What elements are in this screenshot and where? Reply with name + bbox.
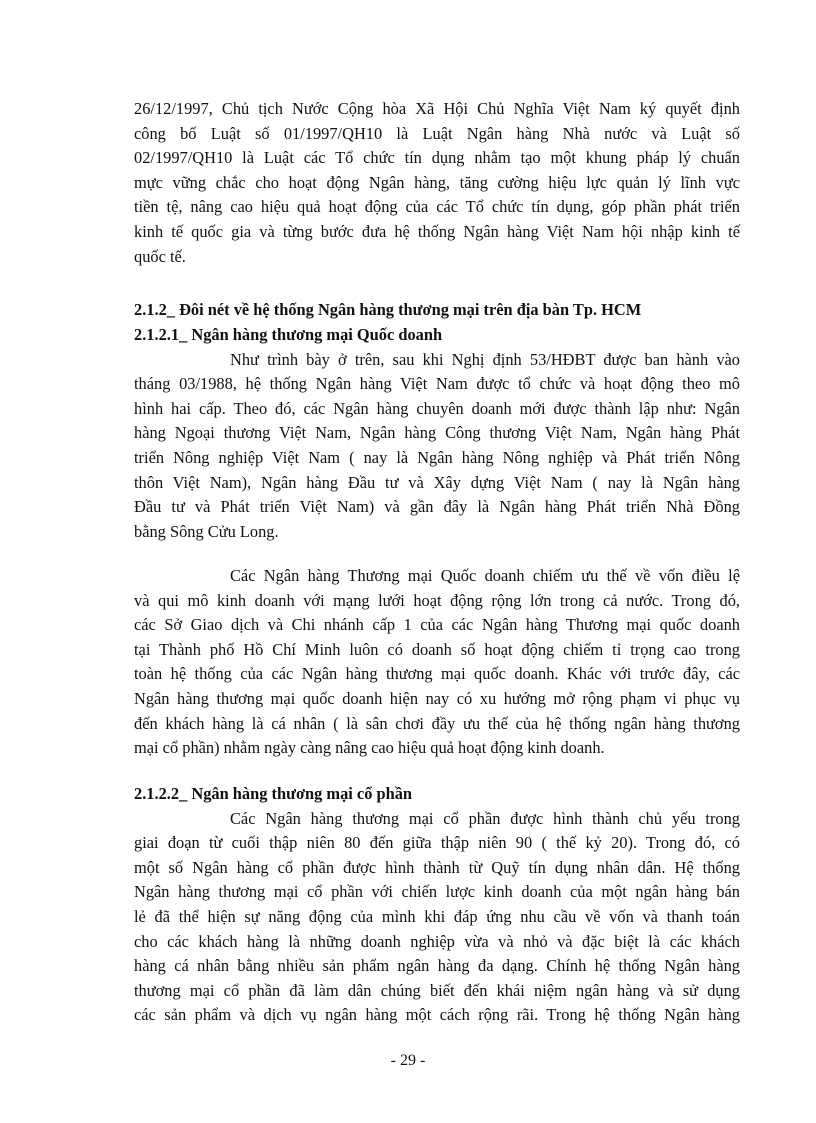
paragraph-line: Ngân hàng thương mại cổ phần với chiến lược kinh doanh của một ngân hàng bán xyxy=(134,882,740,902)
intro-line: 02/1997/QH10 là Luật các Tổ chức tín dụng nhằm tạo một khung pháp lý chuẩn xyxy=(134,148,740,168)
paragraph-line: các sản phẩm và dịch vụ ngân hàng một cách rộng rãi. Trong hệ thống Ngân hàng xyxy=(134,1005,740,1025)
paragraph-line: tháng 03/1988, hệ thống Ngân hàng Việt Nam được tổ chức và hoạt động theo mô xyxy=(134,374,740,394)
intro-line: mực vững chắc cho hoạt động Ngân hàng, tăng cường hiệu lực quản lý lĩnh vực xyxy=(134,172,740,192)
section-2121 xyxy=(134,323,740,544)
intro-paragraph xyxy=(134,97,740,269)
paragraph-line: bằng Sông Cửu Long. xyxy=(134,521,279,541)
paragraph-line: triển Nông nghiệp Việt Nam ( nay là Ngân hàng Nông nghiệp và Phát triển Nông xyxy=(134,447,740,467)
paragraph xyxy=(134,564,740,761)
section-2122 xyxy=(134,782,740,1028)
paragraph-line: tại Thành phố Hồ Chí Minh luôn có doanh số hoạt động chiếm tỉ trọng cao trong xyxy=(134,639,740,659)
paragraph-line: mại cổ phần) nhằm ngày càng nâng cao hiệu quả hoạt động kinh doanh. xyxy=(134,738,605,758)
subsection-heading: 2.1.2.2_ Ngân hàng thương mại cổ phần xyxy=(134,784,413,803)
intro-line: công bố Luật số 01/1997/QH10 là Luật Ngân hàng Nhà nước và Luật số xyxy=(134,123,740,143)
intro-line: kinh tế quốc gia và từng bước đưa hệ thống Ngân hàng Việt Nam hội nhập kinh tế xyxy=(134,221,740,241)
intro-line: quốc tế. xyxy=(134,246,186,266)
paragraph-line: Ngân hàng thương mại quốc doanh hiện nay có xu hướng mở rộng phạm vi phục vụ xyxy=(134,688,740,708)
paragraph-line: cho các khách hàng là những doanh nghiệp vừa và nhỏ và đặc biệt là các khách xyxy=(134,931,740,951)
paragraph xyxy=(134,348,740,545)
paragraph-line: Các Ngân hàng Thương mại Quốc doanh chiếm ưu thế về vốn điều lệ xyxy=(230,566,740,585)
paragraph-line: lẻ đã thể hiện sự năng động của mình khi đáp ứng nhu cầu về vốn và thanh toán xyxy=(134,906,740,926)
paragraph-line: thôn Việt Nam), Ngân hàng Đầu tư và Xây dựng Việt Nam ( nay là Ngân hàng xyxy=(134,472,740,492)
page-number: - 29 - xyxy=(390,1052,426,1069)
paragraph-line: hàng Ngoại thương Việt Nam, Ngân hàng Công thương Việt Nam, Ngân hàng Phát xyxy=(134,423,740,443)
paragraph-line: giai đoạn từ cuối thập niên 80 đến giữa thập niên 90 ( thế kỷ 20). Trong đó, có xyxy=(134,833,740,853)
paragraph-line: Như trình bày ở trên, sau khi Nghị định 53/HĐBT được ban hành vào xyxy=(230,349,740,369)
paragraph-line: toàn hệ thống của các Ngân hàng thương mại quốc doanh. Khác với trước đây, các xyxy=(134,664,740,684)
paragraph-line: một số Ngân hàng cổ phần được hình thành từ Quỹ tín dụng nhân dân. Hệ thống xyxy=(134,857,740,877)
paragraph-line: các Sở Giao dịch và Chi nhánh cấp 1 của các Ngân hàng Thương mại quốc doanh xyxy=(134,615,740,635)
paragraph-line: và qui mô kinh doanh với mạng lưới hoạt động rộng lớn trong cả nước. Trong đó, xyxy=(134,590,740,610)
paragraph-line: Đầu tư và Phát triển Việt Nam) và gần đây là Ngân hàng Phát triển Nhà Đồng xyxy=(134,497,740,517)
paragraph-line: đến khách hàng là cá nhân ( là sân chơi đầy ưu thế của hệ thống ngân hàng thương xyxy=(134,713,740,733)
section-heading: 2.1.2_ Đôi nét về hệ thống Ngân hàng thương mại trên địa bàn Tp. HCM xyxy=(134,300,642,319)
paragraph-line: hình hai cấp. Theo đó, các Ngân hàng chuyên doanh mới được thành lập như: Ngân xyxy=(134,398,740,418)
subsection-heading: 2.1.2.1_ Ngân hàng thương mại Quốc doanh xyxy=(134,325,443,344)
paragraph-line: hàng cá nhân bằng nhiều sản phẩm ngân hàng đa dạng. Chính hệ thống Ngân hàng xyxy=(134,956,740,976)
intro-line: tiền tệ, nâng cao hiệu quả hoạt động của các Tổ chức tín dụng, góp phần phát triển xyxy=(134,197,740,217)
intro-line: 26/12/1997, Chủ tịch Nước Cộng hòa Xã Hội Chủ Nghĩa Việt Nam ký quyết định xyxy=(134,99,740,118)
paragraph-line: thương mại cổ phần đã làm dân chúng biết đến khái niệm ngân hàng và sử dụng xyxy=(134,980,740,1000)
section-212 xyxy=(134,298,740,323)
paragraph xyxy=(134,807,740,1028)
paragraph-line: Các Ngân hàng thương mại cổ phần được hình thành chủ yếu trong xyxy=(230,808,740,828)
